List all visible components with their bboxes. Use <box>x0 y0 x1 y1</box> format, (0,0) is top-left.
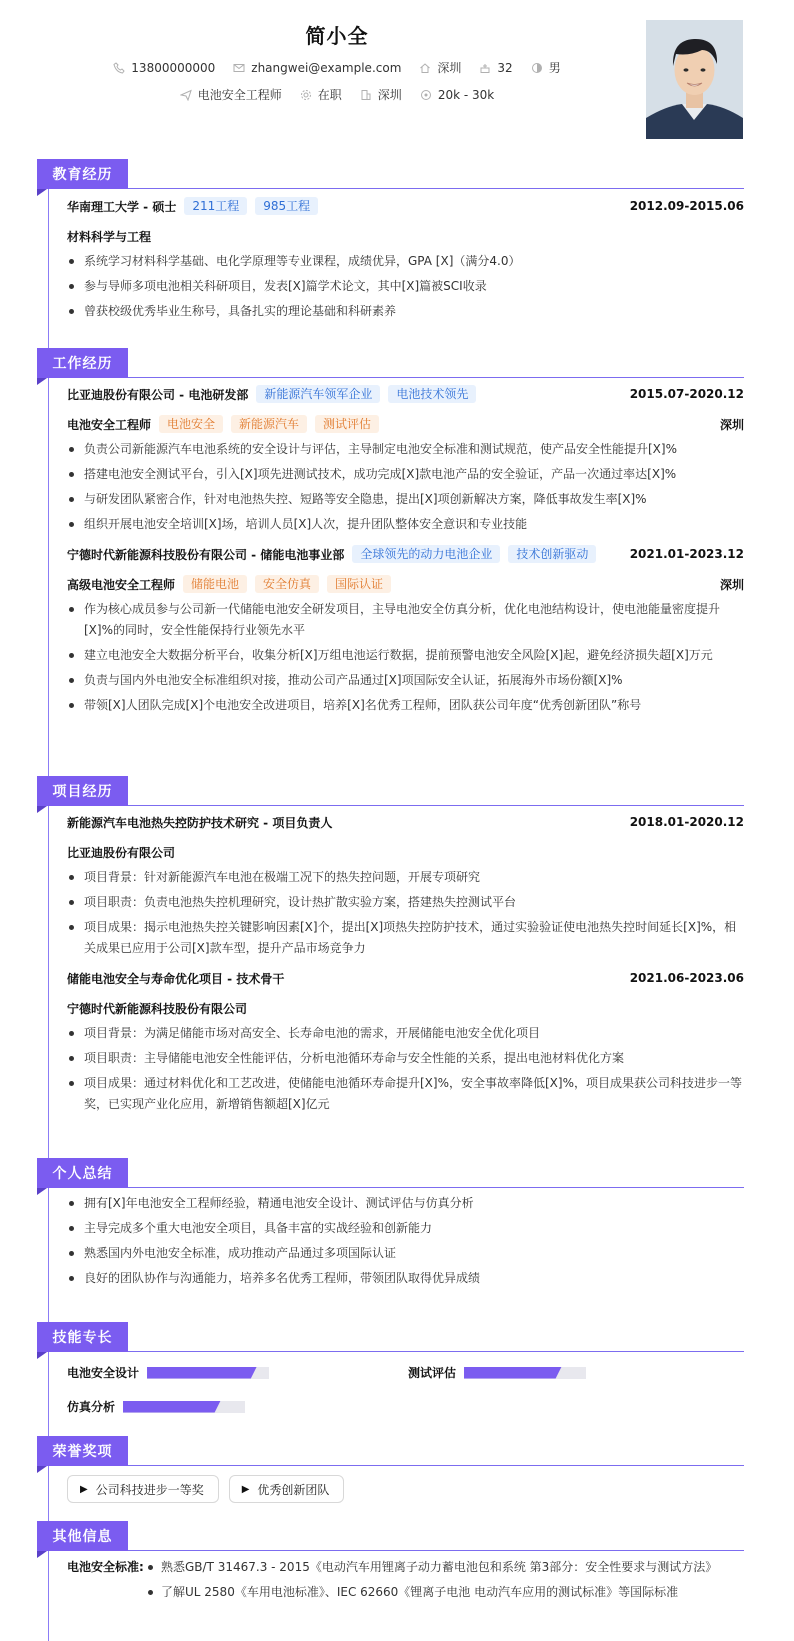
contact-row <box>0 59 674 76</box>
awards-header <box>37 1436 744 1466</box>
major-name: 材料科学与工程 <box>67 229 152 244</box>
list-item: 项目职责：负责电池热失控机理研究，设计热扩散实验方案，搭建热失控测试平台 <box>67 892 744 913</box>
job-date: 2015.07-2020.12 <box>629 387 744 401</box>
list-item: 曾获校级优秀毕业生称号，具备扎实的理论基础和科研素养 <box>67 301 744 322</box>
company-tag: 电池技术领先 <box>388 385 476 403</box>
skill-item <box>67 1364 269 1381</box>
role-tag: 储能电池 <box>183 575 247 593</box>
list-item: 项目背景：为满足储能市场对高安全、长寿命电池的需求，开展储能电池安全优化项目 <box>67 1023 744 1044</box>
list-item: 了解UL 2580《车用电池标准》、IEC 62660《锂离子电池 电动汽车应用的测试标准》等国际标准 <box>145 1580 717 1605</box>
email-item <box>233 61 401 75</box>
profile-photo <box>646 20 743 139</box>
project-date: 2018.01-2020.12 <box>629 815 744 829</box>
job-role-row <box>67 409 744 439</box>
other-section <box>37 1521 744 1605</box>
list-item: 主导完成多个重大电池安全项目，具备丰富的实战经验和创新能力 <box>67 1218 744 1239</box>
skills-header <box>37 1322 744 1352</box>
list-item: 良好的团队协作与沟通能力，培养多名优秀工程师，带领团队取得优异成绩 <box>67 1268 744 1289</box>
project-org-row <box>67 993 744 1023</box>
other-label: 电池安全标准: <box>67 1560 144 1574</box>
list-item: 系统学习材料科学基础、电化学原理等专业课程，成绩优异，GPA [X]（满分4.0） <box>67 251 744 272</box>
list-item: 熟悉国内外电池安全标准，成功推动产品通过多项国际认证 <box>67 1243 744 1264</box>
projects-content <box>67 807 744 1115</box>
skill-bar <box>123 1401 245 1413</box>
education-title: 教育经历 <box>37 159 128 189</box>
salary-item <box>420 88 494 102</box>
skill-bar-fill <box>464 1367 562 1379</box>
project-bullets <box>67 1023 744 1115</box>
age-text: 32 <box>497 60 513 75</box>
job-intent-row <box>0 86 674 103</box>
projects-title: 项目经历 <box>37 776 128 806</box>
awards-title: 荣誉奖项 <box>37 1436 128 1466</box>
skill-name: 测试评估 <box>408 1366 457 1380</box>
skill-bar <box>464 1367 586 1379</box>
list-item: 与研发团队紧密合作，针对电池热失控、短路等安全隐患，提出[X]项创新解决方案，降低事故发生率[X]% <box>67 489 744 510</box>
list-item: 项目成果：通过材料优化和工艺改进，使储能电池循环寿命提升[X]%，安全事故率降低[X]%，项目成果获公司科技进步一等奖，已实现产业化应用，新增销售额超[X]亿元 <box>67 1073 744 1115</box>
list-item: 项目背景：针对新能源汽车电池在极端工况下的热失控问题，开展专项研究 <box>67 867 744 888</box>
salary-text: 20k - 30k <box>437 87 495 102</box>
award-chip[interactable] <box>229 1475 345 1503</box>
list-item: 项目成果：揭示电池热失控关键影响因素[X]个，提出[X]项热失控防护技术，通过实验验证使电池热失控时间延长[X]%，相关成果已应用于公司[X]款车型，提升产品市场竞争力 <box>67 917 744 959</box>
work-title: 工作经历 <box>37 348 128 378</box>
other-list <box>145 1555 717 1605</box>
city-text: 深圳 <box>437 61 462 75</box>
company-tag: 新能源汽车领军企业 <box>256 385 380 403</box>
role-name: 电池安全工程师 <box>67 417 152 432</box>
skills-content <box>67 1352 744 1427</box>
role-tag: 安全仿真 <box>255 575 319 593</box>
job-title-text: 电池安全工程师 <box>197 88 282 102</box>
other-header <box>37 1521 744 1551</box>
project-name-row <box>67 807 744 837</box>
skills-title: 技能专长 <box>37 1322 128 1352</box>
work-header <box>37 348 744 378</box>
role-tag: 电池安全 <box>159 415 223 433</box>
avatar-illustration <box>646 20 743 139</box>
email-text: zhangwei@example.com <box>251 60 402 75</box>
resume-header <box>0 0 794 150</box>
gender-text: 男 <box>548 61 561 75</box>
education-bullets <box>67 251 744 322</box>
target-city-item <box>360 86 402 103</box>
education-section <box>37 159 744 326</box>
summary-title: 个人总结 <box>37 1158 128 1188</box>
job-company-row <box>67 379 744 409</box>
list-item: 负责公司新能源汽车电池系统的安全设计与评估，主导制定电池安全标准和测试规范，使产品安全性能提升[X]% <box>67 439 744 460</box>
school-tag: 985工程 <box>255 197 318 215</box>
status-item <box>300 86 342 103</box>
work-content <box>67 379 744 716</box>
list-item: 拥有[X]年电池安全工程师经验，精通电池安全设计、测试评估与仿真分析 <box>67 1193 744 1214</box>
phone-text: 13800000000 <box>131 60 216 75</box>
coin-icon <box>420 89 432 101</box>
summary-section <box>37 1158 744 1293</box>
skill-item <box>408 1364 586 1381</box>
major-row <box>67 221 744 251</box>
job-title-item <box>180 86 282 103</box>
company-name: 比亚迪股份有限公司 - 电池研发部 <box>67 387 249 402</box>
skill-name: 电池安全设计 <box>67 1366 140 1380</box>
project-org: 宁德时代新能源科技股份有限公司 <box>67 1001 248 1016</box>
other-content <box>67 1551 744 1605</box>
project-name: 储能电池安全与寿命优化项目 - 技术骨干 <box>67 971 285 986</box>
phone-icon <box>113 62 125 74</box>
job-location: 深圳 <box>719 417 744 432</box>
role-tag: 测试评估 <box>315 415 379 433</box>
list-item: 带领[X]人团队完成[X]个电池安全改进项目，培养[X]名优秀工程师，团队获公司年度“优秀创新团队”称号 <box>67 695 744 716</box>
education-header <box>37 159 744 189</box>
work-section <box>37 348 744 720</box>
projects-header <box>37 776 744 806</box>
education-date: 2012.09-2015.06 <box>629 199 744 213</box>
skill-bar <box>147 1367 269 1379</box>
list-item: 组织开展电池安全培训[X]场，培训人员[X]人次，提升团队整体安全意识和专业技能 <box>67 514 744 535</box>
send-icon <box>180 89 192 101</box>
role-name: 高级电池安全工程师 <box>67 577 176 592</box>
summary-content <box>67 1188 744 1289</box>
project-org: 比亚迪股份有限公司 <box>67 845 176 860</box>
gender-item <box>531 59 561 76</box>
skill-item <box>67 1398 245 1415</box>
skills-section <box>37 1322 744 1427</box>
home-icon <box>419 62 431 74</box>
project-org-row <box>67 837 744 867</box>
education-content <box>67 191 744 322</box>
job-location: 深圳 <box>719 577 744 592</box>
job-date: 2021.01-2023.12 <box>629 547 744 561</box>
project-date: 2021.06-2023.06 <box>629 971 744 985</box>
building-icon <box>360 89 372 101</box>
skill-bar-fill <box>123 1401 221 1413</box>
play-icon: ▶ <box>241 1483 250 1495</box>
mail-icon <box>233 62 245 74</box>
status-text: 在职 <box>317 88 342 102</box>
company-name: 宁德时代新能源科技股份有限公司 - 储能电池事业部 <box>67 547 345 562</box>
job-bullets <box>67 439 744 535</box>
job-company-row <box>67 539 744 569</box>
company-tag: 技术创新驱动 <box>508 545 596 563</box>
city-item <box>419 59 461 76</box>
award-chip[interactable] <box>67 1475 219 1503</box>
target-city-text: 深圳 <box>377 88 402 102</box>
list-item: 熟悉GB/T 31467.3 - 2015《电动汽车用锂离子动力蓄电池包和系统 第3部分：安全性要求与测试方法》 <box>145 1555 717 1580</box>
list-item: 建立电池安全大数据分析平台，收集分析[X]万组电池运行数据，提前预警电池安全风险[X]起，避免经济损失超[X]万元 <box>67 645 744 666</box>
skill-bar-fill <box>147 1367 257 1379</box>
phone-item <box>113 61 215 75</box>
school-name: 华南理工大学 - 硕士 <box>67 199 177 214</box>
cake-icon <box>479 62 491 74</box>
skill-name: 仿真分析 <box>67 1400 116 1414</box>
summary-bullets <box>67 1193 744 1289</box>
list-item: 搭建电池安全测试平台，引入[X]项先进测试技术，成功完成[X]款电池产品的安全验证，产品一次通过率达[X]% <box>67 464 744 485</box>
other-row <box>67 1555 744 1605</box>
candidate-name: 简小全 <box>305 24 369 48</box>
job-bullets <box>67 599 744 716</box>
projects-section <box>37 776 744 1119</box>
awards-section <box>37 1436 744 1503</box>
role-tag: 新能源汽车 <box>231 415 307 433</box>
project-bullets <box>67 867 744 959</box>
education-school-row <box>67 191 744 221</box>
list-item: 作为核心成员参与公司新一代储能电池安全研发项目，主导电池安全仿真分析，优化电池结构设计，使电池能量密度提升[X]%的同时，安全性能保持行业领先水平 <box>67 599 744 641</box>
role-tag: 国际认证 <box>327 575 391 593</box>
list-item: 项目职责：主导储能电池安全性能评估，分析电池循环寿命与安全性能的关系，提出电池材料优化方案 <box>67 1048 744 1069</box>
awards-content <box>67 1466 744 1503</box>
school-tag: 211工程 <box>184 197 247 215</box>
company-tag: 全球领先的动力电池企业 <box>352 545 500 563</box>
job-role-row <box>67 569 744 599</box>
list-item: 负责与国内外电池安全标准组织对接，推动公司产品通过[X]项国际安全认证，拓展海外市场份额[X]% <box>67 670 744 691</box>
award-label: 公司科技进步一等奖 <box>95 1482 204 1497</box>
project-name: 新能源汽车电池热失控防护技术研究 - 项目负责人 <box>67 815 333 830</box>
list-item: 参与导师多项电池相关科研项目，发表[X]篇学术论文，其中[X]篇被SCI收录 <box>67 276 744 297</box>
play-icon: ▶ <box>80 1483 88 1495</box>
award-label: 优秀创新团队 <box>257 1482 330 1497</box>
age-item <box>479 61 512 75</box>
gender-icon <box>531 62 543 74</box>
project-name-row <box>67 963 744 993</box>
other-title: 其他信息 <box>37 1521 128 1551</box>
summary-header <box>37 1158 744 1188</box>
gear-icon <box>300 89 312 101</box>
